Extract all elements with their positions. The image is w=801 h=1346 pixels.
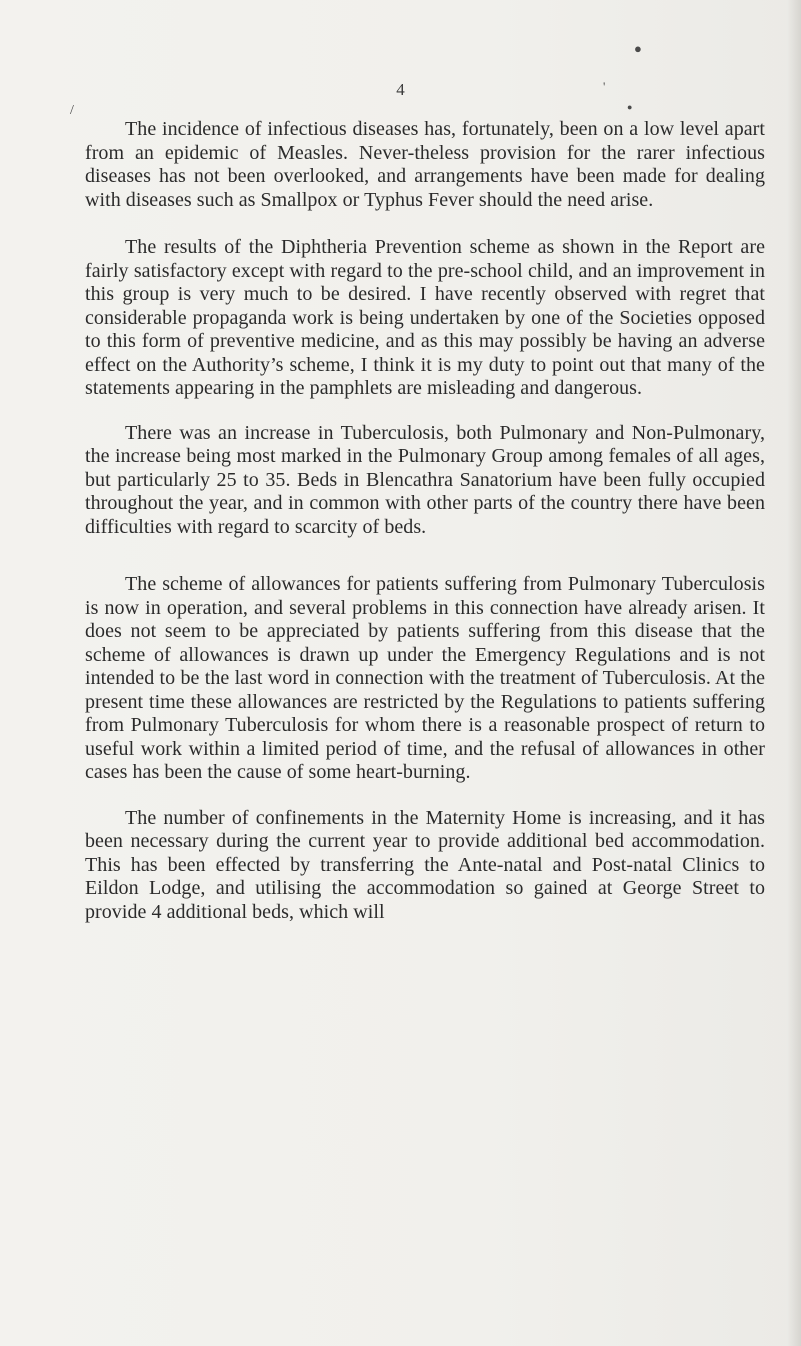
paragraph-tuberculosis-increase: There was an increase in Tuberculosis, both Pulmonary and Non-Pulmonary, the increase being most marked in the Pulmonary Group among females of all ages, but particularly 25 to 35. Beds in Blencathra Sanatorium have been fully occupied throughout the year, and in common with other parts of the country there have been difficulties with regard to scarcity of beds. <box>85 421 765 538</box>
paragraph-diphtheria-prevention: The results of the Diphtheria Prevention scheme as shown in the Report are fairly satisfactory except with regard to the pre-school child, and an improvement in this group is very much to be desired. I have recently observed with regret that considerable propaganda work is being undertaken by one of the Societies opposed to this form of preventive medicine, and as this may possibly be having an adverse effect on the Authority’s scheme, I think it is my duty to point out that many of the statements appearing in the pamphlets are misleading and dangerous. <box>85 236 765 399</box>
speck-mark: ● <box>627 102 633 112</box>
paragraph-tuberculosis-allowances: The scheme of allowances for patients suffering from Pulmonary Tuberculosis is now in operation, and several problems in this connection have already arisen. It does not seem to be appreciated by patients suffering from this disease that the scheme of allowances is drawn up under the Emergency Regulations and is not intended to be the last word in connection with the treatment of Tuberculosis. At the present time these allowances are restricted by the Regulations to patients suffering from Pulmonary Tuberculosis for whom there is a reasonable prospect of return to useful work within a limited period of time, and the refusal of allowances in other cases has been the cause of some heart-burning. <box>85 573 765 783</box>
body-text <box>85 118 765 924</box>
speck-mark: ● <box>634 41 642 56</box>
paragraph-infectious-diseases: The incidence of infectious diseases has, fortunately, been on a low level apart from an epidemic of Measles. Never-theless provision for the rarer infectious diseases has not been overlooked, and arrangements have been made for dealing with diseases such as Smallpox or Typhus Fever should the need arise. <box>85 118 765 211</box>
speck-mark: / <box>70 103 74 118</box>
page-edge-shadow <box>787 0 801 1346</box>
paragraph-maternity-home: The number of confinements in the Maternity Home is increasing, and it has been necessary during the current year to provide additional bed accommodation. This has been effected by transferring the Ante-natal and Post-natal Clinics to Eildon Lodge, and utilising the accommodation so gained at George Street to provide 4 additional beds, which will <box>85 806 765 923</box>
page-number: 4 <box>396 80 405 99</box>
speck-mark: ' <box>603 79 606 94</box>
